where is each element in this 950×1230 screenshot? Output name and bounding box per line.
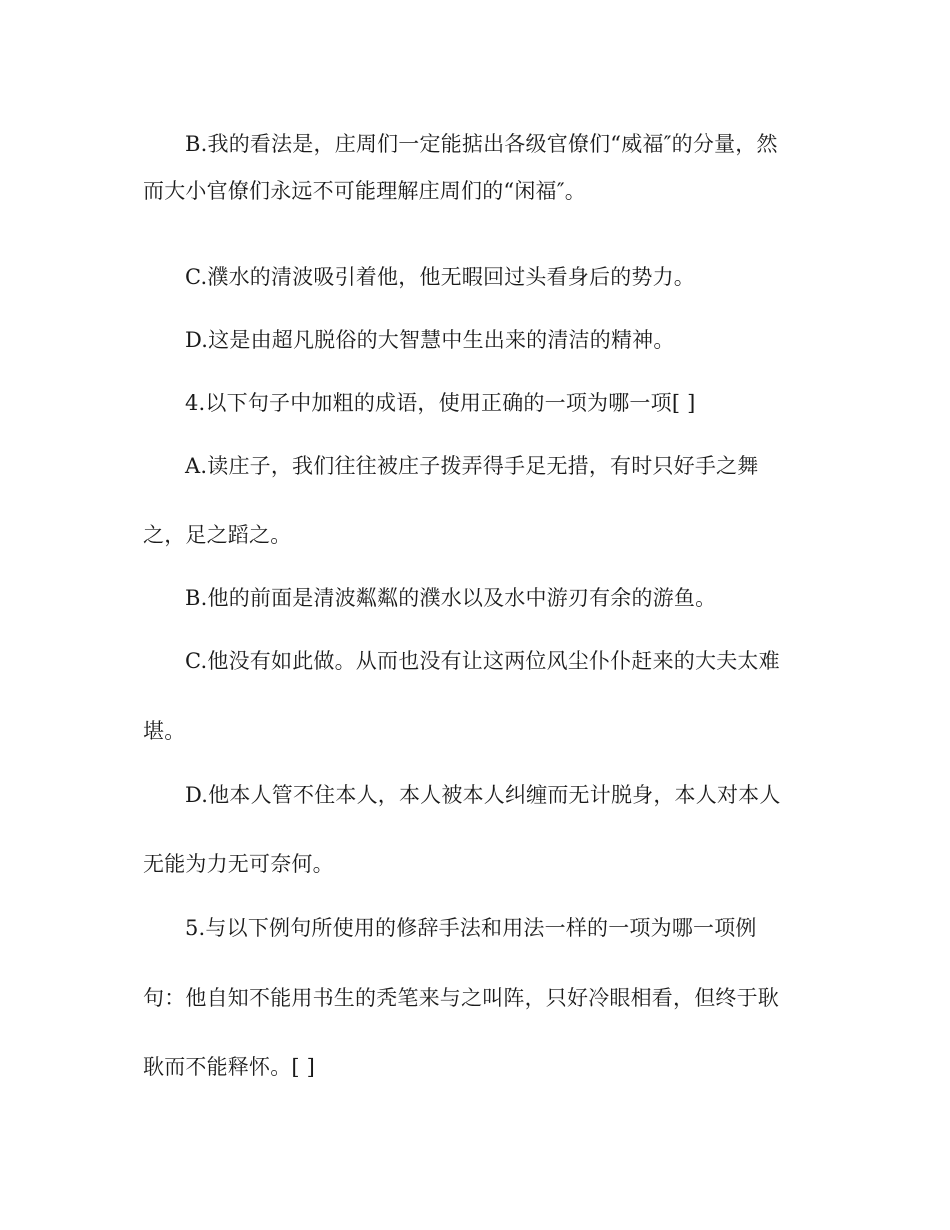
q4-option-c-line-1: C.他没有如此做。从而也没有让这两位风尘仆仆赶来的大夫太难 (185, 649, 780, 673)
question-5-line-1: 5.与以下例句所使用的修辞手法和用法一样的一项为哪一项例 (185, 916, 757, 940)
q4-option-b-line: B.他的前面是清波粼粼的濮水以及水中游刃有余的游鱼。 (185, 586, 717, 610)
q4-option-c-line-2: 堪。 (143, 719, 186, 743)
q4-option-d-line-1: D.他本人管不住本人，本人被本人纠缠而无计脱身，本人对本人 (185, 783, 781, 807)
question-4-line: 4.以下句子中加粗的成语，使用正确的一项为哪一项[ ] (185, 391, 696, 415)
question-5-line-3: 耿而不能释怀。[ ] (143, 1055, 316, 1079)
option-b-line-1: B.我的看法是，庄周们一定能掂出各级官僚们“威福″的分量，然 (185, 132, 778, 156)
option-b-line-2: 而大小官僚们永远不可能理解庄周们的“闲福″。 (143, 179, 586, 203)
option-d-line: D.这是由超凡脱俗的大智慧中生出来的清洁的精神。 (185, 328, 675, 352)
q4-option-a-line-1: A.读庄子，我们往往被庄子拨弄得手足无措，有时只好手之舞 (185, 454, 759, 478)
q4-option-d-line-2: 无能为力无可奈何。 (143, 852, 334, 876)
question-5-line-2: 句：他自知不能用书生的秃笔来与之叫阵，只好冷眼相看，但终于耿 (143, 986, 779, 1010)
q4-option-a-line-2: 之，足之蹈之。 (143, 523, 292, 547)
option-c-line: C.濮水的清波吸引着他，他无暇回过头看身后的势力。 (185, 265, 695, 289)
